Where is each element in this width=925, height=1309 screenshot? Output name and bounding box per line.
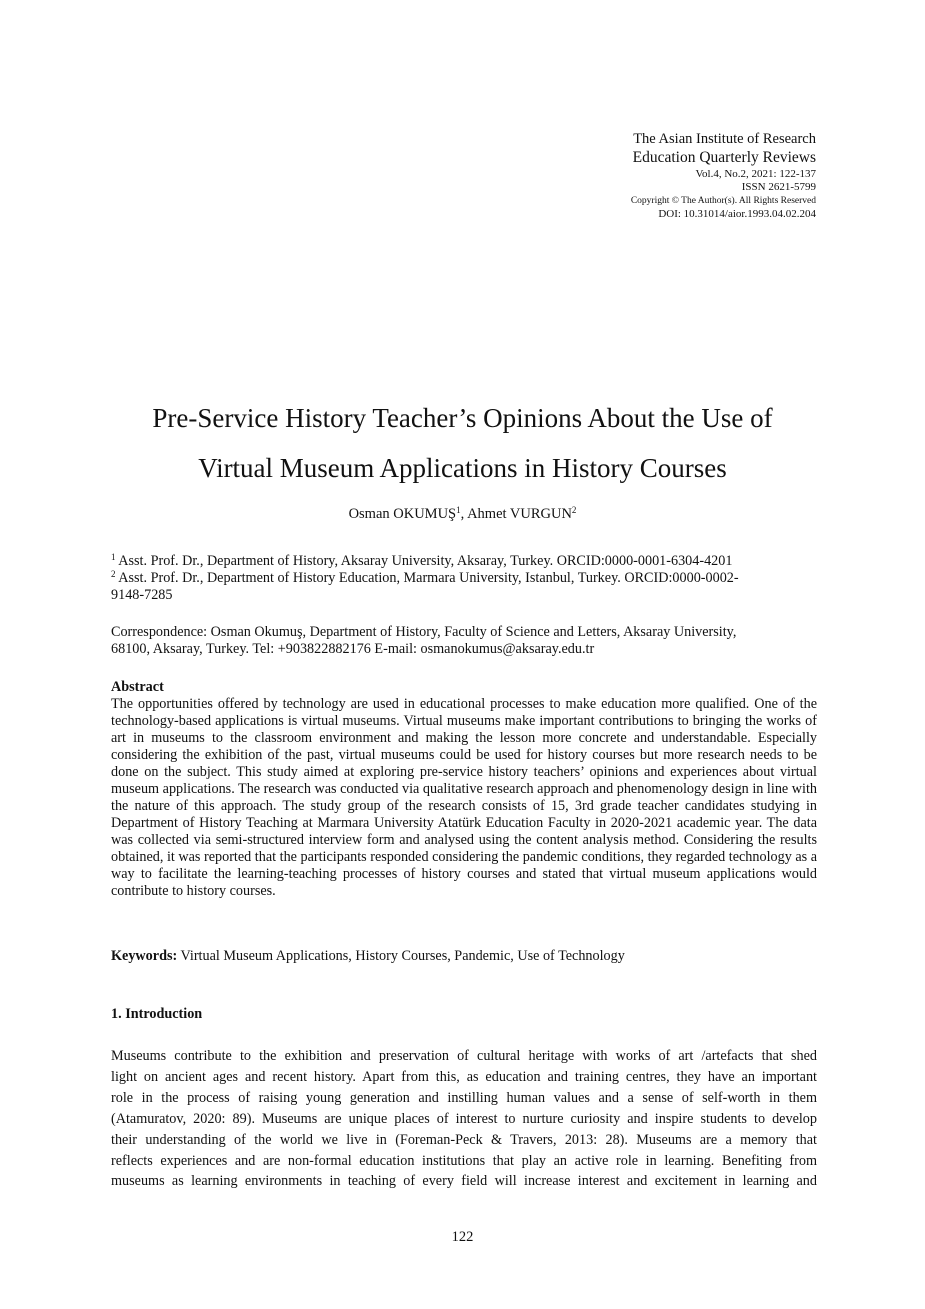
body-line: their understanding of the world we live in (Foreman-Peck & Travers, 2013: 28). Museums are a memory that xyxy=(111,1131,817,1148)
body-line: museums as learning environments in teaching of every field will increase interest and excitement in learning and xyxy=(111,1173,817,1190)
issn: ISSN 2621-5799 xyxy=(741,181,816,193)
journal-name: Education Quarterly Reviews xyxy=(632,149,816,166)
correspondence-line: 68100, Aksaray, Turkey. Tel: +903822882176 E-mail: osmanokumus@aksaray.edu.tr xyxy=(111,641,595,657)
body-line: role in the process of raising young generation and instilling human values and a sense of self-worth in them xyxy=(111,1089,817,1106)
affiliation-marker: 1 xyxy=(456,505,461,515)
keywords-text: Virtual Museum Applications, History Courses, Pandemic, Use of Technology xyxy=(177,948,625,964)
affiliation-line xyxy=(111,553,817,570)
doi-link[interactable]: DOI: 10.31014/aior.1993.04.02.204 xyxy=(658,208,816,220)
introduction-body xyxy=(111,1046,817,1192)
author-separator: , xyxy=(460,506,468,522)
paper-title-line-1: Pre-Service History Teacher’s Opinions About the Use of xyxy=(152,403,773,433)
abstract-heading: Abstract xyxy=(111,679,164,695)
correspondence-line: Correspondence: Osman Okumuş, Department of History, Faculty of Science and Letters, Aksaray University, xyxy=(111,624,737,640)
affiliation-line xyxy=(111,587,817,604)
volume-info: Vol.4, No.2, 2021: 122-137 xyxy=(695,168,816,180)
keywords-label: Keywords: xyxy=(111,948,178,964)
body-line: (Atamuratov, 2020: 89). Museums are unique places of interest to nurture curiosity and inspire students to develop xyxy=(111,1110,817,1127)
body-line: Museums contribute to the exhibition and preservation of cultural heritage with works of art /artefacts that shed xyxy=(111,1048,817,1064)
affiliation-marker: 1 xyxy=(111,552,116,562)
affiliation-line xyxy=(111,570,817,587)
page-number: 122 xyxy=(451,1229,474,1245)
keywords xyxy=(111,948,817,965)
author-name: Osman OKUMUŞ xyxy=(348,506,457,522)
affiliation-text: Asst. Prof. Dr., Department of History Education, Marmara University, Istanbul, Turkey. ORCID:0000-0002- xyxy=(115,570,739,586)
affiliation-text: Asst. Prof. Dr., Department of History, Aksaray University, Aksaray, Turkey. ORCID:0000-0001-6304-4201 xyxy=(115,553,733,569)
paper-title-line-2: Virtual Museum Applications in History Courses xyxy=(198,453,727,483)
abstract-section xyxy=(111,679,817,900)
abstract-text: The opportunities offered by technology are used in educational processes to make education more qualified. One of the technology-based applications is virtual museums. Virtual museums make important contributions to bringing the works of art in museums to the classroom environment and making the lesson more concrete and understandable. Especially considering the exhibition of the past, virtual museums could be used for history courses but more research needs to be done on the subject. This study aimed at exploring pre-service history teachers’ opinions and experiences about virtual museum applications. The research was conducted via qualitative research approach and phenomenology design in line with the nature of this approach. The study group of the research consists of 15, 3rd grade teacher candidates studying in Department of History Teaching at Marmara University Atatürk Education Faculty in 2020-2021 academic year. The data was collected via semi-structured interview form and analysed using the content analysis method. Considering the results obtained, it was reported that the participants responded considering the pandemic conditions, they regarded technology as a way to facilitate the learning-teaching processes of history courses and stated that virtual museum applications would contribute to history courses. xyxy=(111,696,818,899)
affiliations xyxy=(111,553,817,604)
affiliation-text: 9148-7285 xyxy=(111,587,173,603)
body-line: light on ancient ages and recent history. Apart from this, as education and training centres, they have an important xyxy=(111,1068,817,1085)
body-line: reflects experiences and are non-formal education institutions that play an active role in learning. Benefiting from xyxy=(111,1152,817,1169)
affiliation-marker: 2 xyxy=(111,569,116,579)
publisher-name: The Asian Institute of Research xyxy=(633,131,816,147)
copyright-notice: Copyright © The Author(s). All Rights Reserved xyxy=(630,196,816,206)
affiliation-marker: 2 xyxy=(571,505,577,515)
author-list xyxy=(0,506,925,523)
section-heading: 1. Introduction xyxy=(111,1006,203,1022)
correspondence xyxy=(111,624,817,658)
author-name: Ahmet VURGUN xyxy=(467,506,572,522)
